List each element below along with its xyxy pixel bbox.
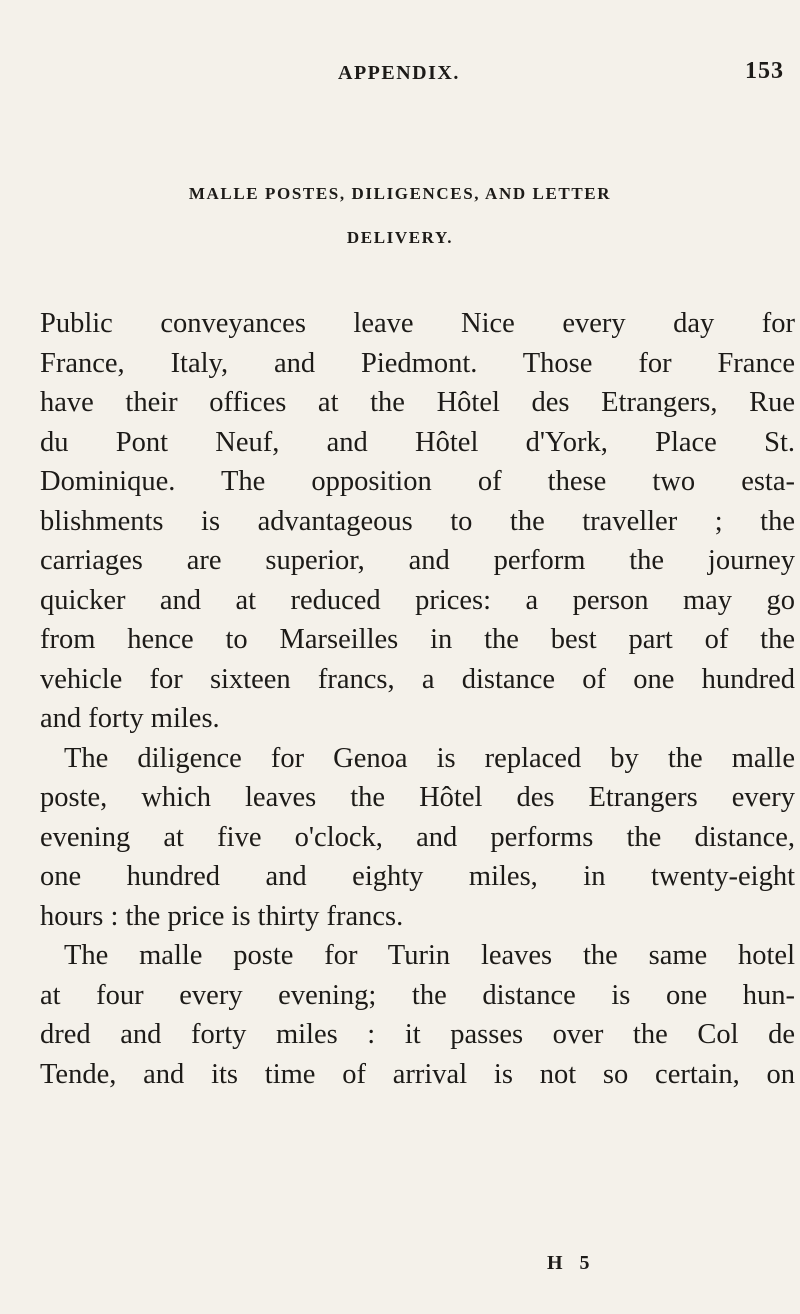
text-line: du Pont Neuf, and Hôtel d'York, Place St. bbox=[40, 426, 795, 458]
signature-mark: H 5 bbox=[547, 1252, 596, 1274]
text-line: The diligence for Genoa is replaced by the malle bbox=[64, 742, 795, 774]
text-line: France, Italy, and Piedmont. Those for France bbox=[40, 347, 795, 379]
text-line: Dominique. The opposition of these two esta- bbox=[40, 466, 795, 497]
text-line: dred and forty miles : it passes over the Col de bbox=[40, 1019, 795, 1050]
text-line: carriages are superior, and perform the journey bbox=[40, 545, 795, 576]
text-line: and forty miles. bbox=[40, 703, 220, 734]
text-line: vehicle for sixteen francs, a distance of one hundred bbox=[40, 663, 795, 695]
page-number: 153 bbox=[745, 58, 784, 84]
text-line: Public conveyances leave Nice every day for bbox=[40, 308, 795, 339]
text-line: evening at five o'clock, and performs the distance, bbox=[40, 821, 795, 853]
text-line: Tende, and its time of arrival is not so certain, on bbox=[40, 1058, 795, 1090]
text-line: hours : the price is thirty francs. bbox=[40, 900, 404, 932]
text-line: at four every evening; the distance is one hun- bbox=[40, 979, 795, 1011]
section-title-line-2: DELIVERY. bbox=[346, 228, 454, 247]
text-line: from hence to Marseilles in the best part of the bbox=[40, 624, 795, 655]
running-title: APPENDIX. bbox=[338, 62, 460, 84]
text-line: have their offices at the Hôtel des Etrangers, Rue bbox=[40, 387, 795, 418]
text-line: quicker and at reduced prices: a person may go bbox=[40, 584, 795, 616]
section-title-line-1: MALLE POSTES, DILIGENCES, AND LETTER bbox=[188, 184, 612, 203]
text-line: blishments is advantageous to the traveller ; the bbox=[40, 505, 795, 537]
section-title bbox=[0, 172, 800, 260]
running-head bbox=[0, 58, 800, 88]
body-text bbox=[40, 304, 795, 1094]
text-line: The malle poste for Turin leaves the same hotel bbox=[64, 940, 795, 971]
text-line: poste, which leaves the Hôtel des Etrangers every bbox=[40, 782, 795, 813]
text-line: one hundred and eighty miles, in twenty-eight bbox=[40, 861, 795, 892]
